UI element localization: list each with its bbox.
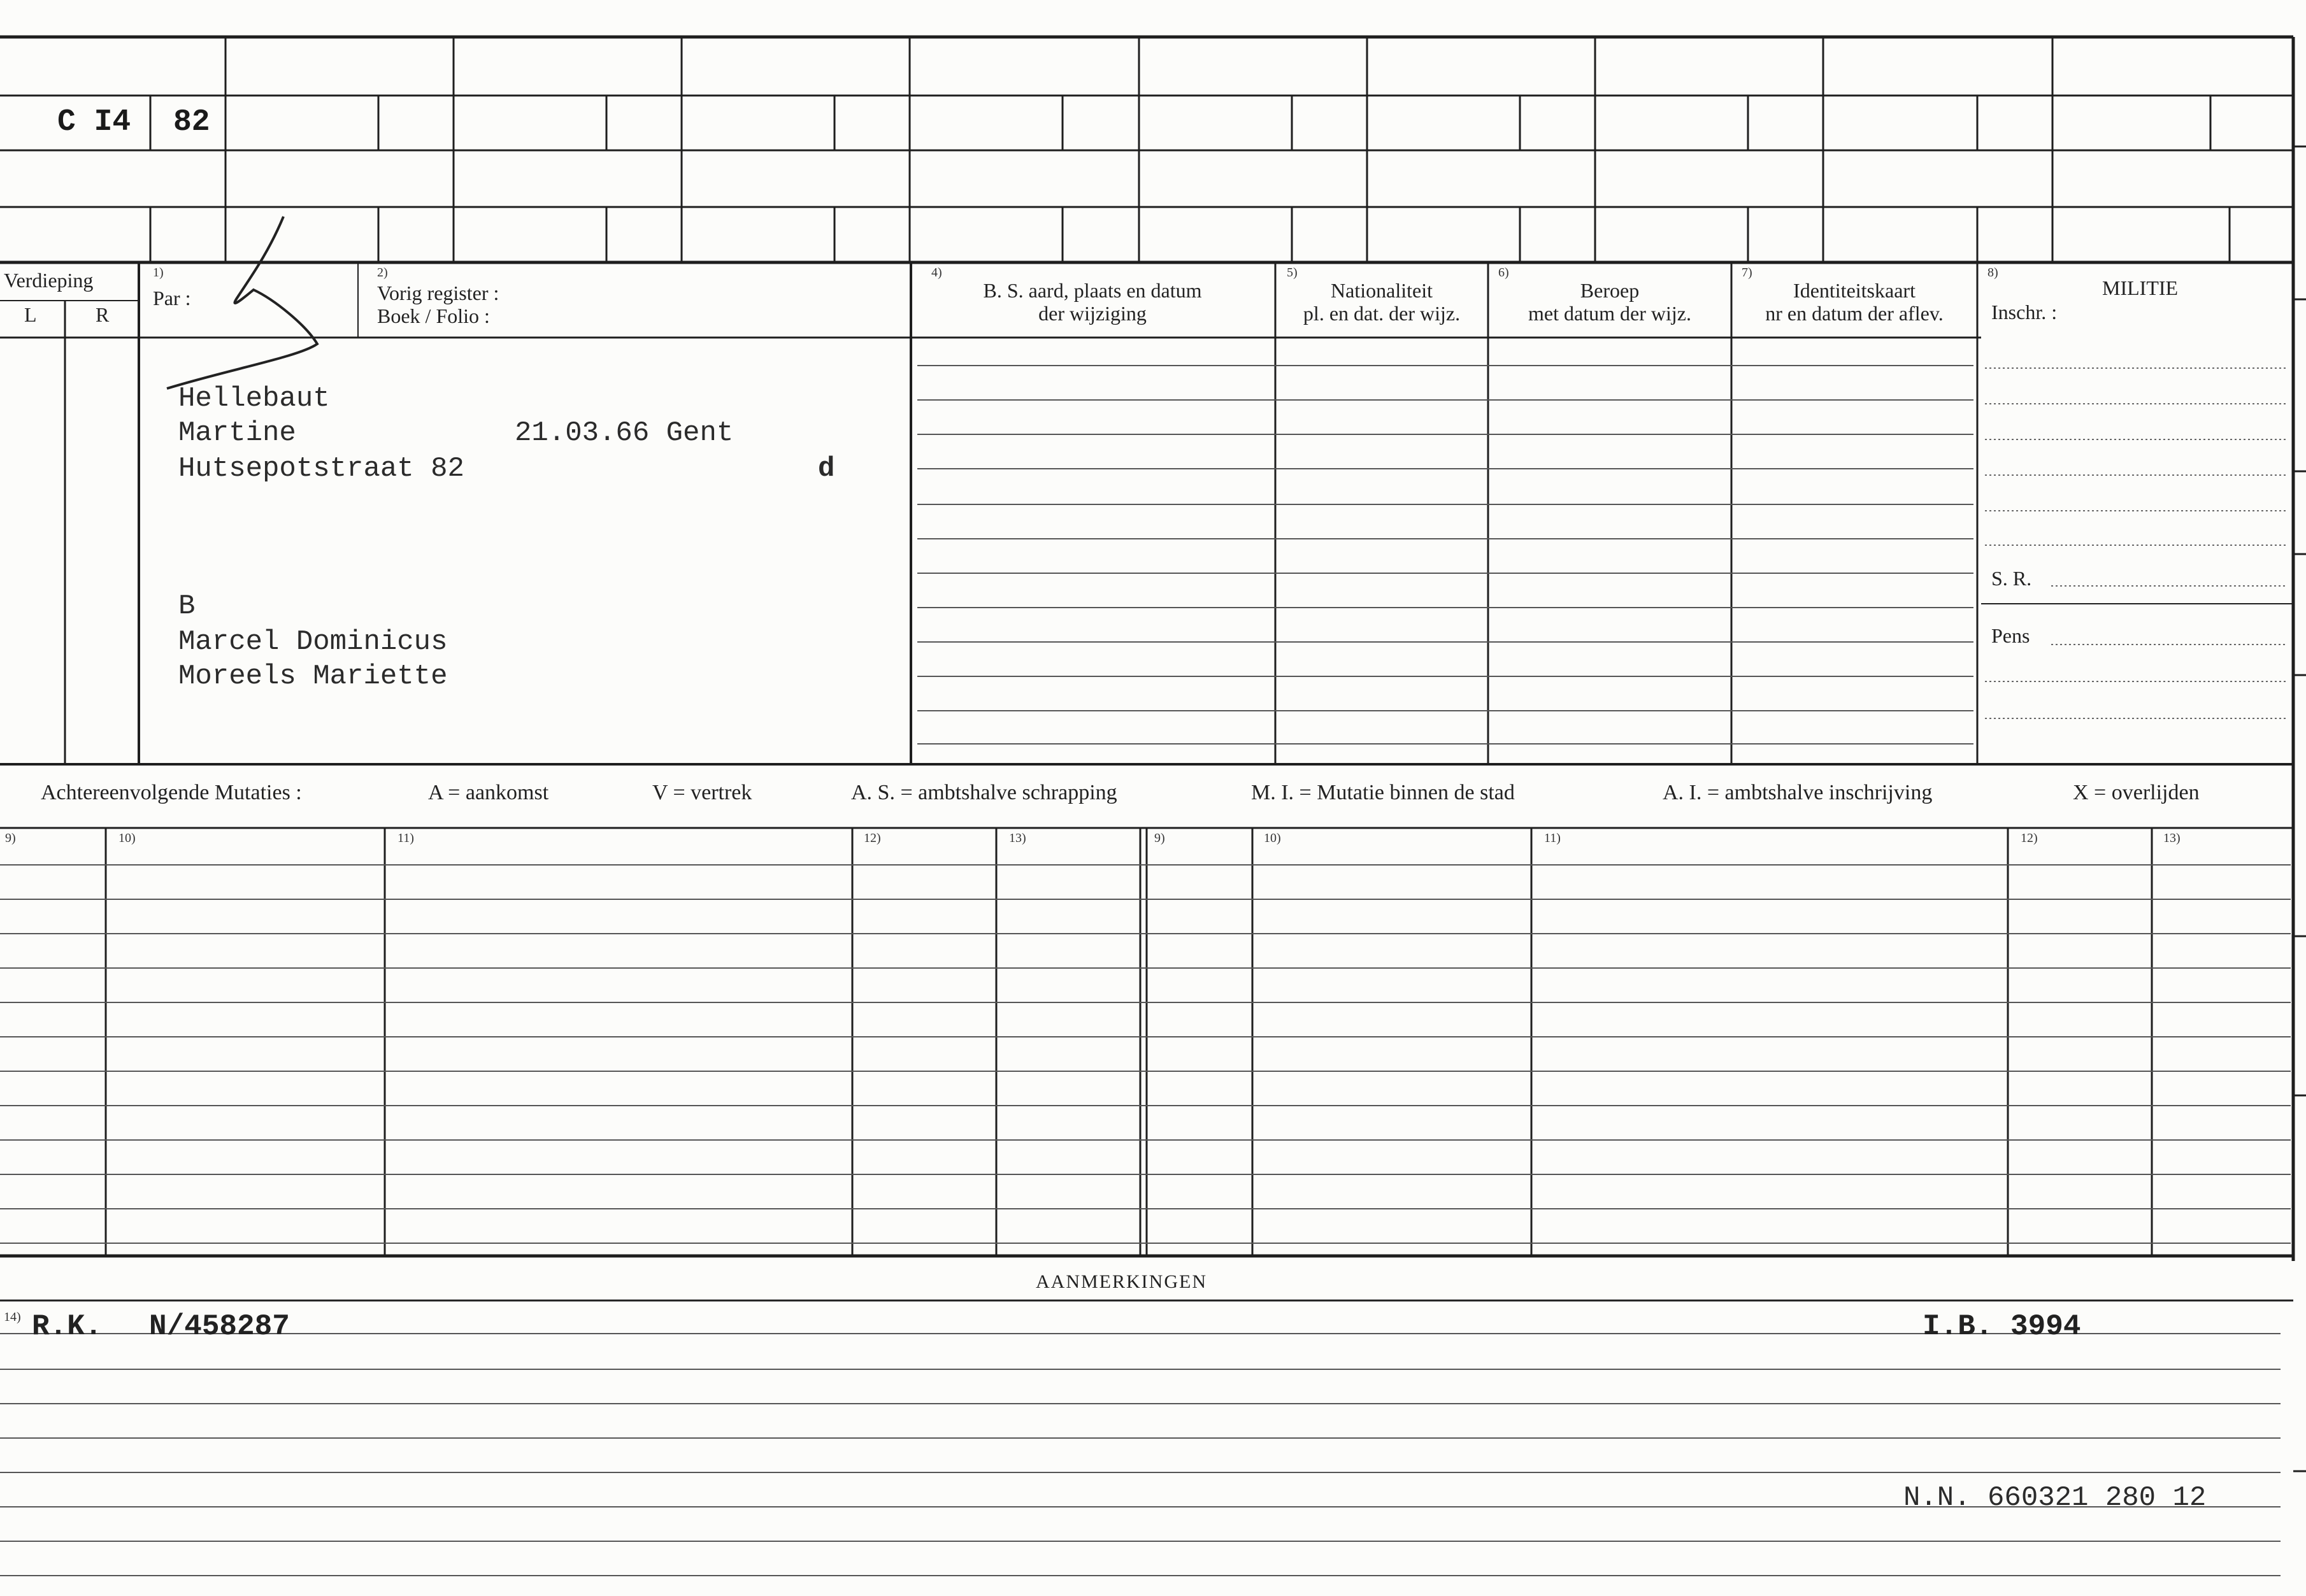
mutation-col-10-left: 10) <box>118 831 136 845</box>
mutation-col-12-right: 12) <box>2021 831 2038 845</box>
field-5-number: 5) <box>1287 266 1298 280</box>
birth-date-place: 21.03.66 Gent <box>515 417 734 449</box>
vorig-register-label: Vorig register : <box>377 281 499 304</box>
verdieping-left: L <box>24 303 37 326</box>
ib-number: I.B. 3994 <box>1923 1310 2081 1343</box>
address: Hutsepotstraat 82 <box>178 453 464 485</box>
remarks-title: AANMERKINGEN <box>1036 1271 1207 1292</box>
nationality-header-line2: pl. en dat. der wijz. <box>1303 302 1461 325</box>
field-4-number: 4) <box>931 266 942 280</box>
field-14-number: 14) <box>4 1310 21 1324</box>
id-card-header-line1: Identiteitskaart <box>1793 279 1916 302</box>
category: B <box>178 590 196 622</box>
surname: Hellebaut <box>178 383 330 415</box>
mutation-col-10-right: 10) <box>1264 831 1281 845</box>
boek-folio-label: Boek / Folio : <box>377 304 490 327</box>
nationality-header-line1: Nationaliteit <box>1331 279 1433 302</box>
legend-aankomst: A = aankomst <box>428 781 549 804</box>
legend-ambtshalve-inschrijving: A. I. = ambtshalve inschrijving <box>1663 781 1933 804</box>
field-8-number: 8) <box>1987 266 1998 280</box>
par-label: Par : <box>153 287 191 310</box>
bs-header-line2: der wijziging <box>1038 302 1147 325</box>
field-7-number: 7) <box>1742 266 1752 280</box>
mutation-col-13-right: 13) <box>2163 831 2181 845</box>
mutation-col-9-right: 9) <box>1154 831 1165 845</box>
father-name: Marcel Dominicus <box>178 626 448 658</box>
legend-overlijden: X = overlijden <box>2073 781 2200 804</box>
field-2-number: 2) <box>377 266 388 280</box>
national-number: N.N. 660321 280 12 <box>1903 1482 2207 1514</box>
id-card-header-line2: nr en datum der aflev. <box>1765 302 1944 325</box>
mutation-col-13-left: 13) <box>1009 831 1026 845</box>
verdieping-title: Verdieping <box>4 269 94 292</box>
inschr-label: Inschr. : <box>1991 301 2058 324</box>
legend-ambtshalve-schrapping: A. S. = ambtshalve schrapping <box>851 781 1117 804</box>
mutation-col-9-left: 9) <box>5 831 16 845</box>
mutation-col-11-right: 11) <box>1544 831 1561 845</box>
firstname: Martine <box>178 417 296 449</box>
sr-label: S. R. <box>1991 567 2032 590</box>
mutations-legend-title: Achtereenvolgende Mutaties : <box>41 781 302 804</box>
occupation-header-line2: met datum der wijz. <box>1528 302 1691 325</box>
status-mark: d <box>818 453 835 485</box>
field-6-number: 6) <box>1498 266 1509 280</box>
card-number: 82 <box>173 105 210 139</box>
legend-vertrek: V = vertrek <box>652 781 752 804</box>
bs-header-line1: B. S. aard, plaats en datum <box>983 279 1202 302</box>
field-1-number: 1) <box>153 266 164 280</box>
mutation-col-11-left: 11) <box>397 831 414 845</box>
rk-number: N/458287 <box>149 1310 290 1343</box>
rk-label: R.K. <box>32 1310 103 1343</box>
militie-title: MILITIE <box>2102 276 2179 299</box>
mother-name: Moreels Mariette <box>178 660 448 692</box>
verdieping-right: R <box>96 303 110 326</box>
occupation-header-line1: Beroep <box>1580 279 1640 302</box>
legend-mutatie-binnen-stad: M. I. = Mutatie binnen de stad <box>1251 781 1515 804</box>
card-code: C I4 <box>57 105 131 139</box>
mutation-col-12-left: 12) <box>864 831 881 845</box>
pens-label: Pens <box>1991 624 2030 647</box>
